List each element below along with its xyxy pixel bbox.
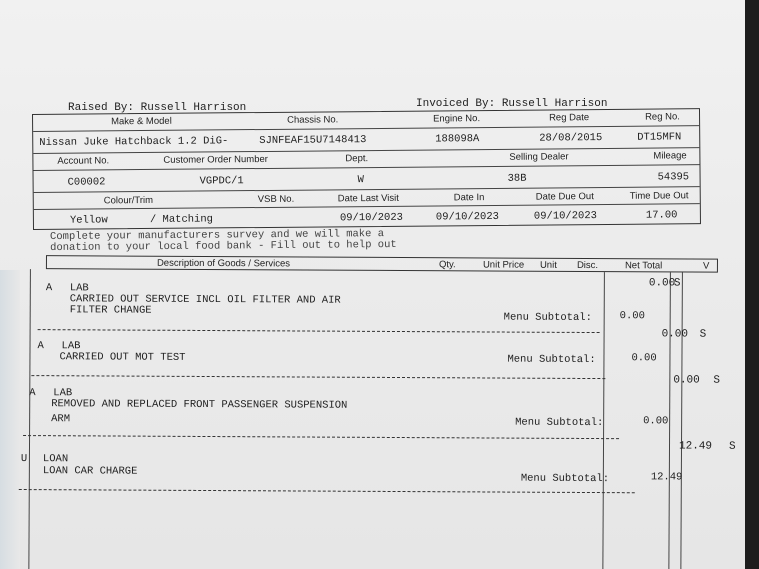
item-3-subtotal: 0.00 xyxy=(643,415,669,428)
date-in-value: 09/10/2023 xyxy=(435,210,499,224)
item-3-divider xyxy=(23,435,619,439)
item-1-net: 0.00 xyxy=(648,277,676,290)
item-2-line-1: CARRIED OUT MOT TEST xyxy=(59,351,186,364)
background-edge xyxy=(745,0,759,569)
colour-value: Yellow xyxy=(69,214,108,227)
due-out-value: 09/10/2023 xyxy=(533,210,597,223)
invoiced-by xyxy=(416,98,607,110)
header-disc: Disc. xyxy=(576,259,599,272)
header-make-model: Make & Model xyxy=(111,115,172,128)
item-3-v: S xyxy=(713,374,720,387)
header-v: V xyxy=(702,260,710,272)
item-2-v: S xyxy=(699,328,707,341)
header-last-visit: Date Last Visit xyxy=(337,192,399,205)
header-net-total: Net Total xyxy=(624,260,663,272)
item-4-type: LOAN xyxy=(42,453,69,466)
header-time-due: Time Due Out xyxy=(629,190,689,202)
item-1-code: A xyxy=(45,282,53,295)
header-unit-price: Unit Price xyxy=(482,259,525,271)
item-1-type: LAB xyxy=(69,282,89,295)
header-unit: Unit xyxy=(539,259,557,271)
header-mileage: Mileage xyxy=(653,150,687,162)
raised-by-name: Russell Harrison xyxy=(140,102,247,114)
item-1-line-2: FILTER CHANGE xyxy=(69,304,152,317)
header-chassis: Chassis No. xyxy=(287,114,339,126)
mileage-value: 54395 xyxy=(657,171,690,184)
dept-value: W xyxy=(357,174,364,187)
item-1-line-1: CARRIED OUT SERVICE INCL OIL FILTER AND AIR xyxy=(69,293,341,307)
header-account: Account No. xyxy=(57,155,110,167)
header-engine: Engine No. xyxy=(433,113,481,125)
item-4-code: U xyxy=(20,453,28,466)
item-3-subtotal-label: Menu Subtotal: xyxy=(515,416,604,430)
header-reg-date: Reg Date xyxy=(549,112,590,124)
item-3-type: LAB xyxy=(53,387,73,400)
trim-value: / Matching xyxy=(149,213,213,226)
header-colour-trim: Colour/Trim xyxy=(103,194,154,207)
header-description: Description of Goods / Services xyxy=(156,257,291,270)
item-3-code: A xyxy=(29,387,36,400)
survey-notice xyxy=(50,229,397,254)
item-1-subtotal: 0.00 xyxy=(619,310,645,323)
survey-line-2: donation to your local food bank - Fill out to help out xyxy=(50,238,397,254)
engine-value: 188098A xyxy=(435,133,480,146)
item-2-type: LAB xyxy=(61,340,81,353)
account-value: C00002 xyxy=(67,176,106,189)
reg-date-value: 28/08/2015 xyxy=(539,132,603,145)
item-3-line-2: ARM xyxy=(51,413,71,426)
item-4-line-1: LOAN CAR CHARGE xyxy=(42,465,138,478)
item-2-divider xyxy=(31,375,605,379)
chassis-value: SJNFEAF15U7148413 xyxy=(259,134,367,148)
reg-no-value: DT15MFN xyxy=(637,131,682,144)
header-vsb: VSB No. xyxy=(257,193,295,206)
item-4-divider xyxy=(19,489,635,493)
last-visit-value: 09/10/2023 xyxy=(339,211,403,225)
header-reg-no: Reg No. xyxy=(645,111,680,123)
header-date-in: Date In xyxy=(453,192,485,204)
make-model-value: Nissan Juke Hatchback 1.2 DiG- xyxy=(39,135,229,149)
item-1-subtotal-label: Menu Subtotal: xyxy=(503,311,592,325)
header-due-out: Date Due Out xyxy=(535,191,594,203)
item-2-net: 0.00 xyxy=(661,328,689,341)
header-dept: Dept. xyxy=(345,153,369,165)
item-2-code: A xyxy=(37,340,44,353)
item-2-subtotal: 0.00 xyxy=(631,352,657,365)
survey-line-1: Complete your manufacturers survey and we will make a xyxy=(49,228,385,243)
invoiced-by-label: Invoiced By: xyxy=(416,98,496,110)
item-4-subtotal: 12.49 xyxy=(650,471,683,484)
item-3-net: 0.00 xyxy=(673,374,700,387)
vehicle-details-grid xyxy=(32,108,701,230)
items-table-header xyxy=(46,255,718,273)
item-4-subtotal-label: Menu Subtotal: xyxy=(520,472,610,486)
raised-by-label: Raised By: xyxy=(68,102,135,114)
items-table xyxy=(14,255,745,569)
table-left-border xyxy=(28,269,31,569)
item-3-line-1: REMOVED AND REPLACED FRONT PASSENGER SUSPENSION xyxy=(51,398,348,412)
time-due-value: 17.00 xyxy=(645,209,678,222)
item-1-divider xyxy=(38,329,600,333)
item-1-v: S xyxy=(673,277,681,290)
header-qty: Qty. xyxy=(438,259,456,271)
header-order: Customer Order Number xyxy=(163,153,268,166)
item-4-net: 12.49 xyxy=(678,440,713,453)
item-4-v: S xyxy=(728,440,736,453)
table-v-divider xyxy=(668,272,671,569)
dealer-value: 38B xyxy=(507,172,527,185)
order-value: VGPDC/1 xyxy=(199,175,244,188)
invoiced-by-name: Russell Harrison xyxy=(501,98,608,110)
item-2-subtotal-label: Menu Subtotal: xyxy=(507,353,596,367)
table-right-border xyxy=(680,272,683,569)
header-dealer: Selling Dealer xyxy=(509,151,569,163)
